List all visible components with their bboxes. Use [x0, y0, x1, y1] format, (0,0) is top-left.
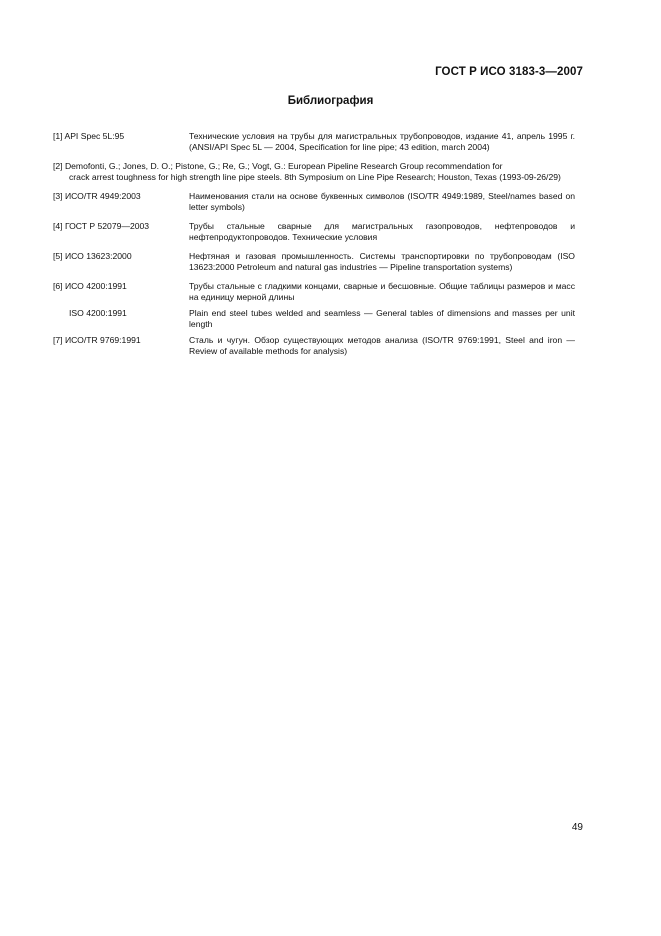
entry-description: Технические условия на трубы для магистральных трубопроводов, издание 41, апрель 1995 г. (ANSI/API Spec 5L — 2004, Specification for line pipe; 43 edition, march 2004) [189, 131, 575, 152]
bibliography-entry-6-alt [53, 308, 575, 330]
section-title: Библиография [287, 95, 374, 107]
entry-description: Сталь и чугун. Обзор существующих методов анализа (ISO/TR 9769:1991, Steel and iron — Review of available methods for analysis) [189, 335, 575, 356]
entry-reference: [6] ИСО 4200:1991 [53, 281, 127, 291]
entry-reference: [3] ИСО/TR 4949:2003 [53, 191, 141, 201]
entry-description: Наименования стали на основе буквенных символов (ISO/TR 4949:1989, Steel/names based on letter symbols) [189, 191, 575, 212]
bibliography-entry-4 [53, 221, 575, 243]
document-id: ГОСТ Р ИСО 3183-3—2007 [435, 66, 583, 78]
entry-description: Plain end steel tubes welded and seamless — General tables of dimensions and masses per unit length [189, 308, 575, 329]
bibliography-entry-3 [53, 191, 575, 213]
entry-description: Трубы стальные сварные для магистральных газопроводов, нефтепроводов и нефтепродуктопроводов. Технические условия [189, 221, 575, 242]
bibliography-entry-6 [53, 281, 575, 303]
bibliography-entry-2 [53, 161, 575, 183]
bibliography-entry-1 [53, 131, 575, 153]
entry-description: Трубы стальные с гладкими концами, сварные и бесшовные. Общие таблицы размеров и масс на единицу мерной длины [189, 281, 575, 302]
page-number: 49 [571, 822, 583, 833]
bibliography-list [53, 131, 575, 365]
entry-reference: [2] Demofonti, G.; Jones, D. O.; Pistone, G.; Re, G.; Vogt, G.: European Pipeline Research Group recommendation for [53, 161, 503, 171]
bibliography-entry-5 [53, 251, 575, 273]
entry-reference: [5] ИСО 13623:2000 [53, 251, 132, 261]
entry-reference: [7] ИСО/TR 9769:1991 [53, 335, 141, 345]
entry-description: crack arrest toughness for high strength line pipe steels. 8th Symposium on Line Pipe Research; Houston, Texas (1993-09-26/29) [69, 172, 561, 182]
bibliography-entry-7 [53, 335, 575, 357]
entry-reference: [1] API Spec 5L:95 [53, 131, 125, 141]
entry-reference: ISO 4200:1991 [69, 308, 127, 318]
entry-description: Нефтяная и газовая промышленность. Системы транспортировки по трубопроводам (ISO 13623:2000 Petroleum and natural gas industries — Pipeline transportation systems) [189, 251, 575, 272]
entry-reference: [4] ГОСТ Р 52079—2003 [53, 221, 150, 231]
